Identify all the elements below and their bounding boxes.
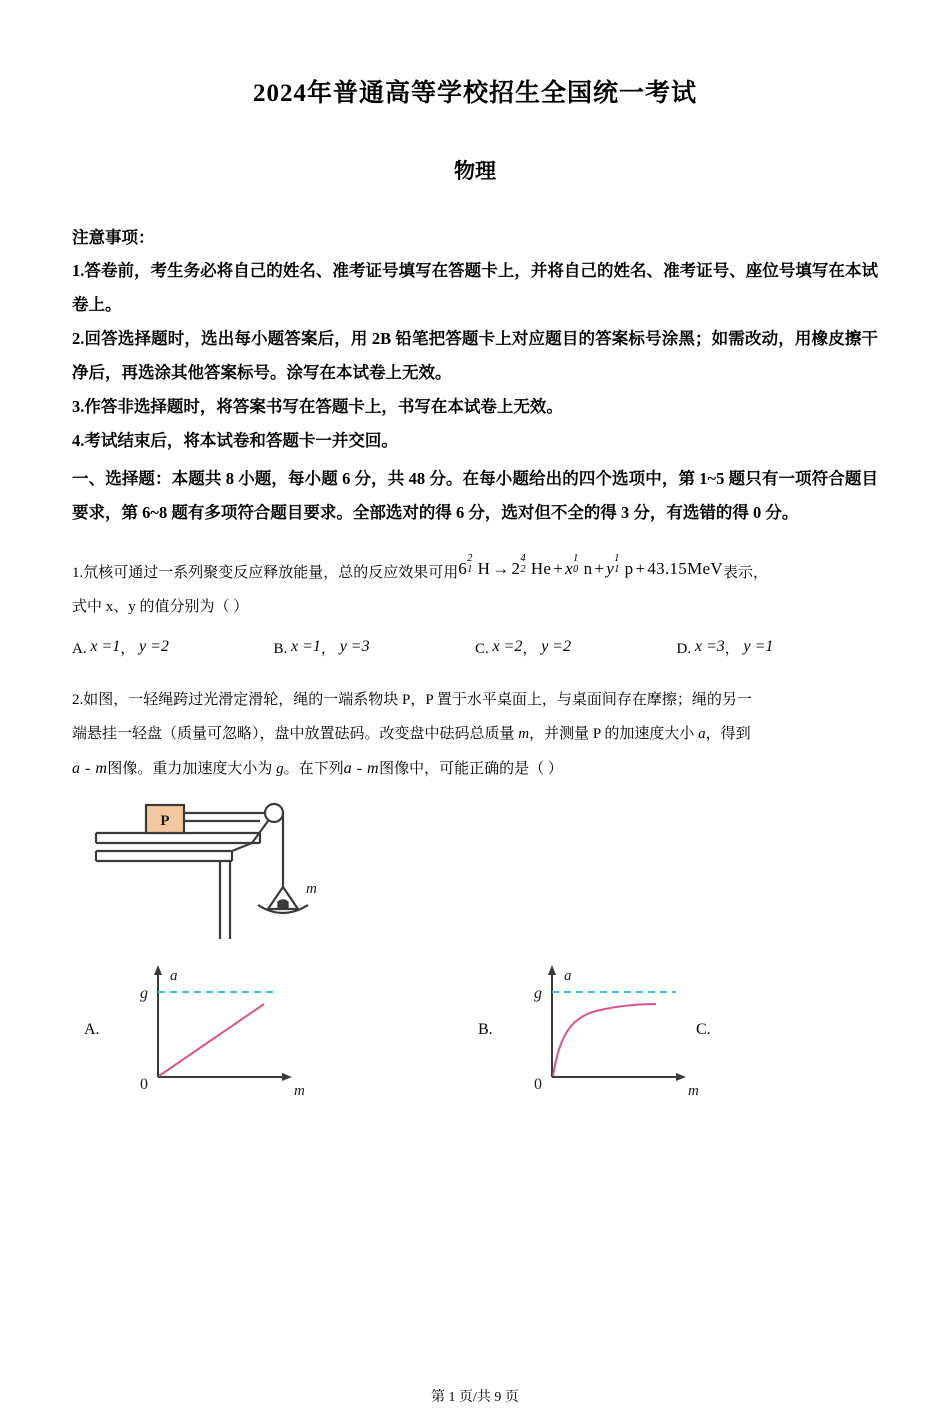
option-d-comma: ， xyxy=(724,640,740,657)
graph-b-svg xyxy=(516,961,726,1111)
subject-title: 物理 xyxy=(454,158,496,183)
table-leg xyxy=(220,861,230,939)
graph-b-xlabel: m xyxy=(688,1083,699,1100)
question-2-am-label-1: a - m xyxy=(72,760,108,778)
graph-b-origin-label: 0 xyxy=(534,1076,542,1094)
question-2-text1: 如图，一轻绳跨过光滑定滑轮，绳的一端系物块 P，P 置于水平桌面上，与桌面间存在摩擦；绳的另一 xyxy=(83,691,752,708)
question-2-line1 xyxy=(72,684,878,718)
page-footer: 第 1 页/共 9 页 xyxy=(431,1390,519,1405)
pulley-wheel xyxy=(265,804,283,822)
option-c-y: y =2 xyxy=(541,637,572,655)
graph-a-ylabel: a xyxy=(170,968,178,985)
weight-icon xyxy=(278,900,288,909)
question-2 xyxy=(72,684,878,1122)
question-2-var-a: a xyxy=(698,725,706,742)
graph-option-c-label[interactable]: C. xyxy=(696,1021,711,1039)
mass-label: m xyxy=(306,881,317,898)
option-b-label: B. xyxy=(273,640,288,657)
option-d-y: y =1 xyxy=(743,637,774,655)
notices-section xyxy=(72,221,878,459)
question-1 xyxy=(72,550,878,658)
graph-a-svg xyxy=(122,961,332,1111)
question-2-number: 2. xyxy=(72,691,84,708)
option-a-comma: ， xyxy=(120,640,136,657)
notices-heading: 注意事项： xyxy=(72,227,155,247)
table-edge-band xyxy=(96,851,232,861)
option-d[interactable] xyxy=(677,637,879,658)
page-title: 2024年普通高等学校招生全国统一考试 xyxy=(252,80,697,107)
option-d-x: x =3 xyxy=(694,637,725,655)
graph-option-a-label[interactable]: A. xyxy=(84,1021,100,1039)
notice-item-4: 4.考试结束后，将本试卷和答题卡一并交回。 xyxy=(72,431,398,451)
curve-a xyxy=(159,1004,264,1076)
graph-option-b-label[interactable]: B. xyxy=(478,1021,493,1039)
question-2-text3b: 。在下列 xyxy=(283,761,344,778)
question-2-text3a: 图像。重力加速度大小为 xyxy=(107,761,277,778)
question-2-line2 xyxy=(72,718,878,752)
question-1-number: 1. xyxy=(72,565,84,582)
option-d-label: D. xyxy=(676,640,692,657)
x-axis-arrow-b xyxy=(676,1073,686,1081)
option-c-label: C. xyxy=(475,640,489,657)
question-2-graph-options xyxy=(72,961,878,1121)
question-2-text2b: ，并测量 P 的加速度大小 xyxy=(529,725,699,742)
graph-a-asymptote-label: g xyxy=(140,985,148,1003)
option-b-x: x =1 xyxy=(291,637,321,655)
question-1-equation: 6 2 1 H → 2 4 2 He + x 1 0 n + y 1 1 p + 43.15MeV xyxy=(458,553,723,579)
notice-item-3: 3.作答非选择题时，将答案书写在答题卡上，书写在本试卷上无效。 xyxy=(72,397,563,417)
question-2-text2c: ，得到 xyxy=(705,725,751,742)
notice-item-1: 1.答卷前，考生务必将自己的姓名、准考证号填写在答题卡上，并将自己的姓名、准考证号、座位号填写在本试卷上。 xyxy=(72,261,878,315)
graph-a-xlabel: m xyxy=(294,1083,305,1100)
option-c[interactable] xyxy=(475,637,677,658)
question-2-line3 xyxy=(72,751,878,787)
exam-page xyxy=(0,78,950,1422)
graph-option-a[interactable] xyxy=(122,961,332,1111)
y-axis-arrow-b xyxy=(548,965,556,975)
question-2-text2a: 端悬挂一轻盘（质量可忽略），盘中放置砝码。改变盘中砝码总质量 xyxy=(72,725,519,742)
question-1-line2: 式中 x、y 的值分别为（ ） xyxy=(72,599,249,616)
option-a-y: y =2 xyxy=(139,637,169,655)
question-2-text3c: 图像中，可能正确的是（ ） xyxy=(379,761,563,778)
section-heading-choice: 一、选择题：本题共 8 小题，每小题 6 分，共 48 分。在每小题给出的四个选项中，第 1~5 题只有一项符合题目要求，第 6~8 题有多项符合题目要求。全部选对的得 6 分，选对但不全的得 3 分，有选错的得 0 分。 xyxy=(72,469,878,523)
question-1-text-after: 表示， xyxy=(722,565,768,582)
option-b-y: y =3 xyxy=(339,637,370,655)
table-top xyxy=(96,833,260,843)
option-a-label: A. xyxy=(72,640,87,657)
graph-b-asymptote-label: g xyxy=(534,985,542,1003)
graph-b-ylabel: a xyxy=(564,968,572,985)
question-2-am-label-2: a - m xyxy=(343,760,380,778)
option-b-comma: ， xyxy=(320,640,336,657)
option-c-x: x =2 xyxy=(492,637,523,655)
table-edge-connector xyxy=(232,843,252,861)
y-axis-arrow-a xyxy=(154,965,162,975)
question-1-options xyxy=(72,637,878,658)
option-c-comma: ， xyxy=(522,640,538,657)
notice-item-2: 2.回答选择题时，选出每小题答案后，用 2B 铅笔把答题卡上对应题目的答案标号涂黑；如需改动，用橡皮擦干净后，再选涂其他答案标号。涂写在本试卷上无效。 xyxy=(72,329,878,383)
question-2-var-g: g xyxy=(276,761,284,778)
question-2-var-m: m xyxy=(518,725,530,742)
x-axis-arrow-a xyxy=(282,1073,292,1081)
graph-option-b[interactable] xyxy=(516,961,726,1111)
block-p-label: P xyxy=(160,813,170,830)
curve-b xyxy=(553,1004,656,1076)
graph-a-origin-label: 0 xyxy=(140,1076,148,1094)
question-1-text-before: 氘核可通过一系列聚变反应释放能量，总的反应效果可用 xyxy=(83,565,459,582)
option-a-x: x =1 xyxy=(90,637,121,655)
option-b[interactable] xyxy=(274,637,476,658)
question-1-stem xyxy=(72,550,878,591)
option-a[interactable] xyxy=(72,637,274,658)
apparatus-figure xyxy=(92,799,342,939)
apparatus-svg xyxy=(92,799,342,939)
